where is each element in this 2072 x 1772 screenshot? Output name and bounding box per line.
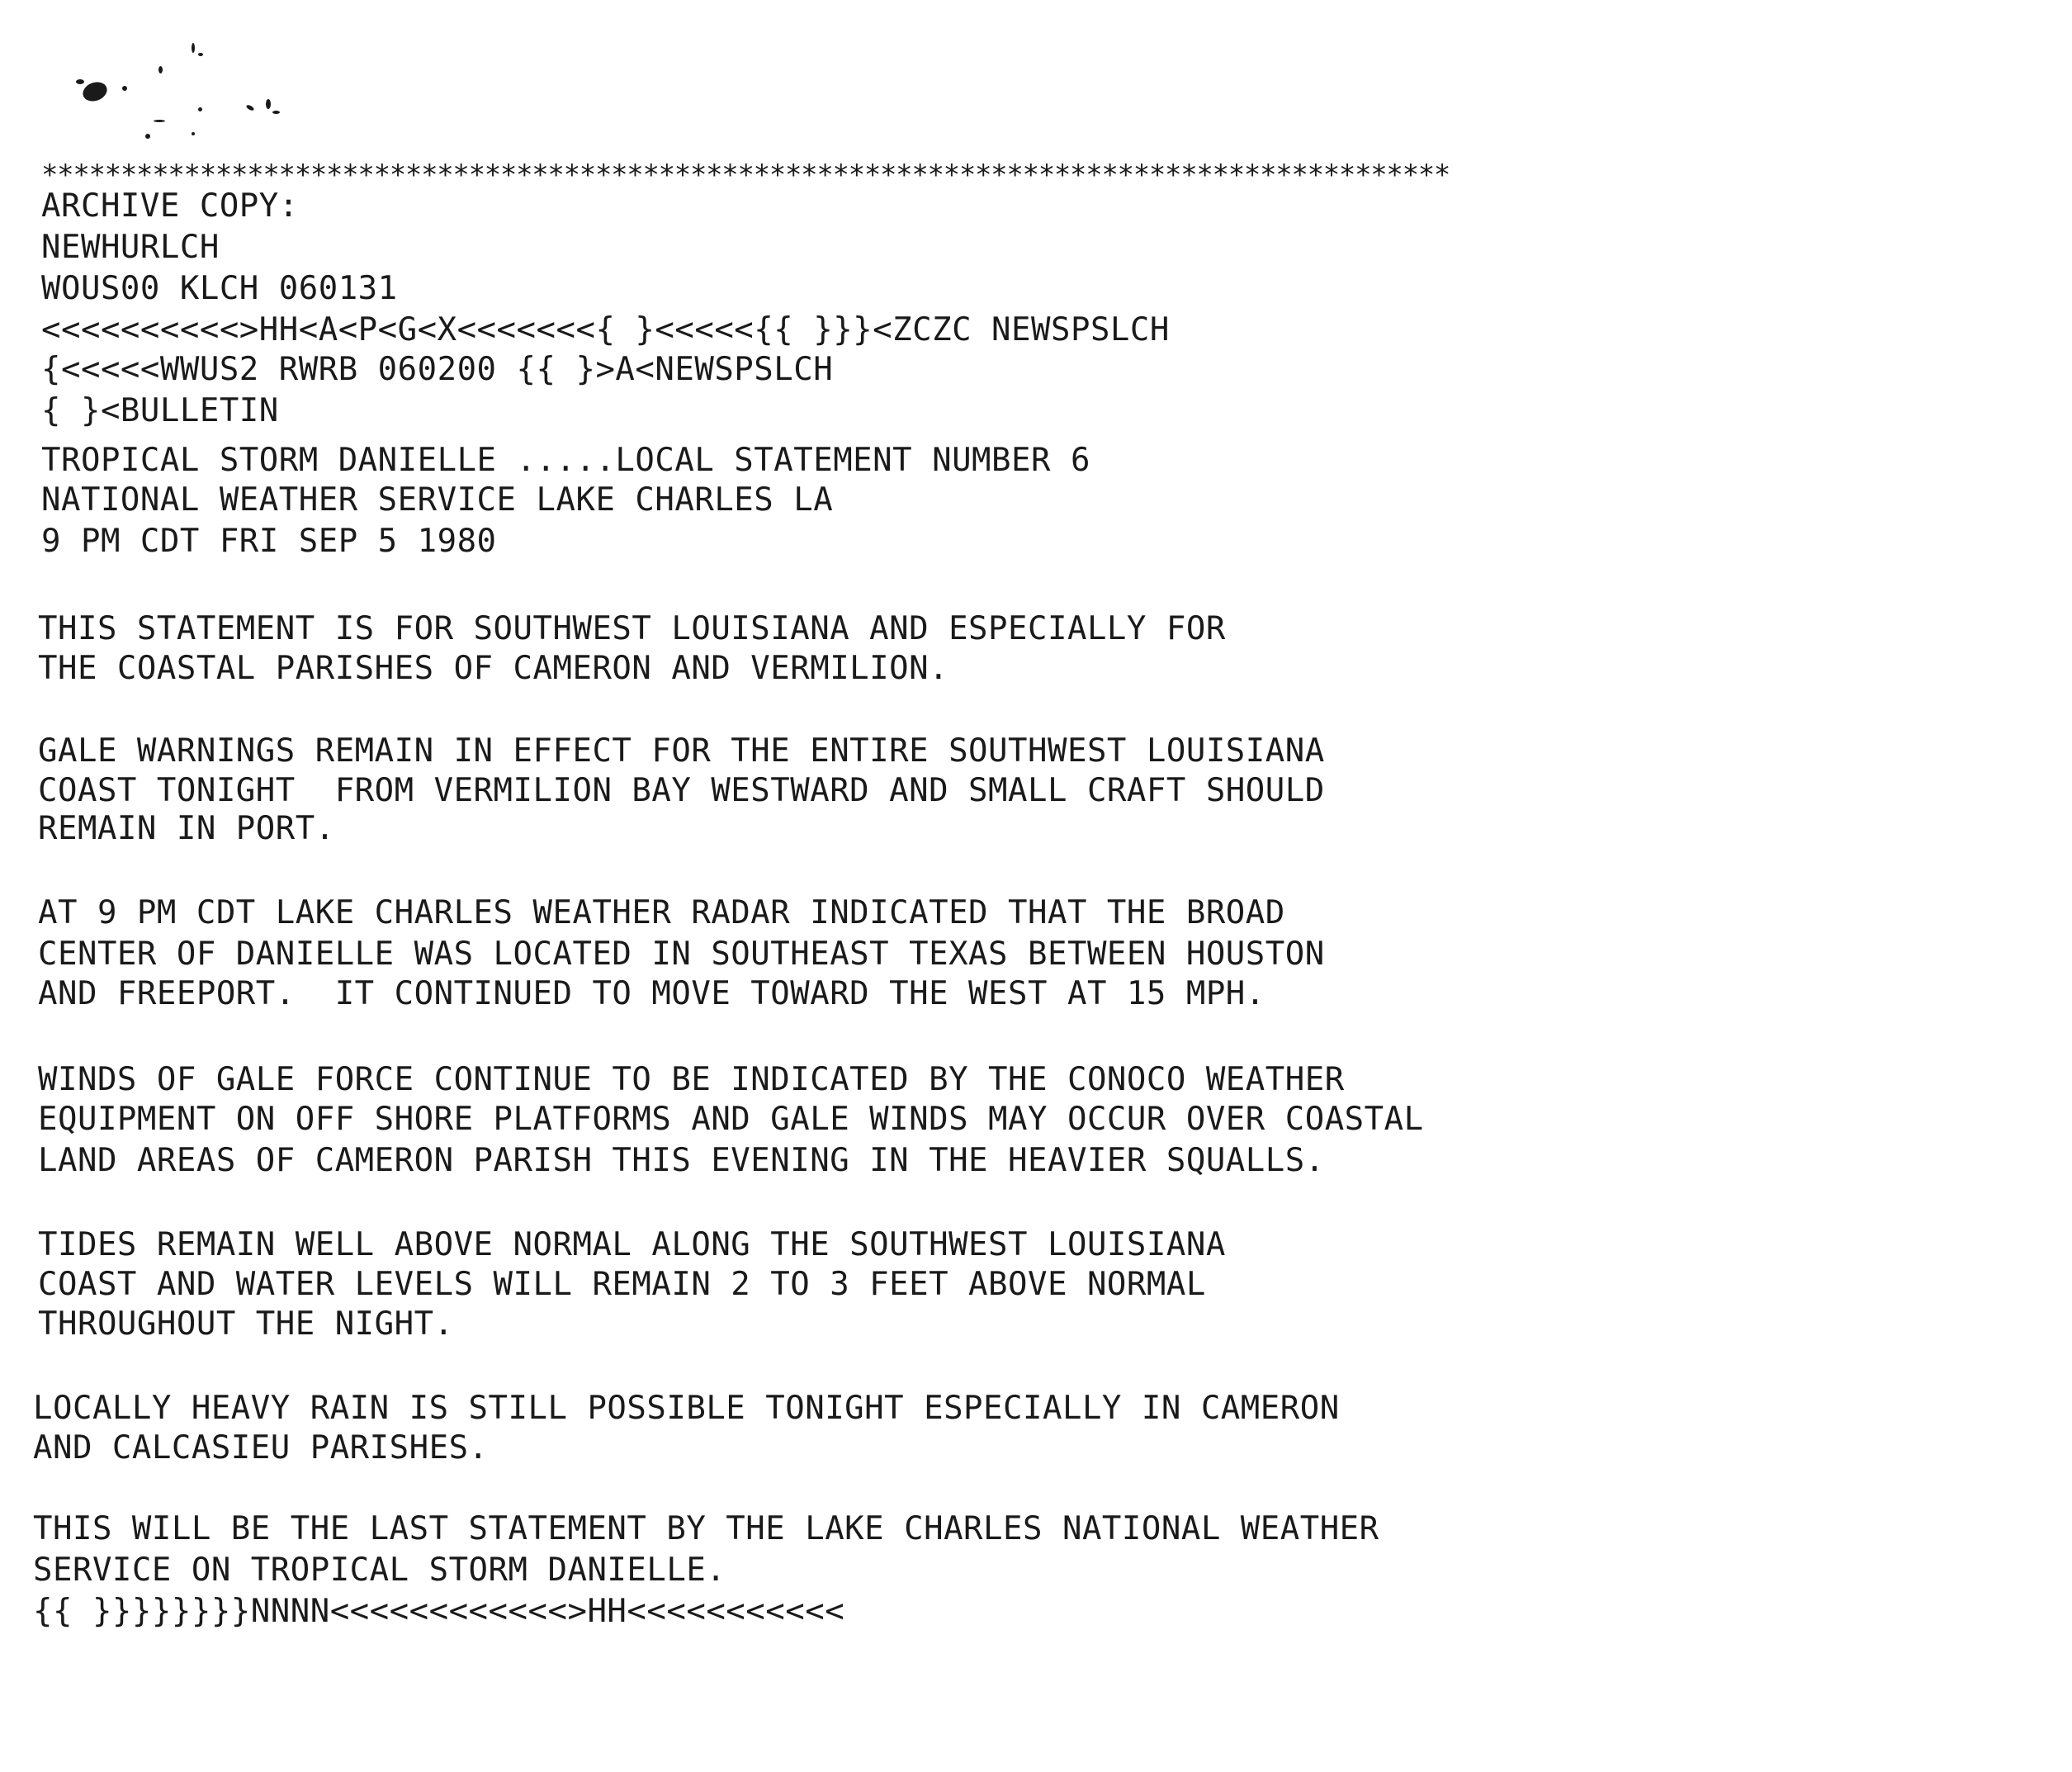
paragraph-line: THE COASTAL PARISHES OF CAMERON AND VERMILION. xyxy=(38,650,949,687)
paragraph-line: THIS WILL BE THE LAST STATEMENT BY THE LAKE CHARLES NATIONAL WEATHER xyxy=(33,1510,1379,1547)
paragraph-line: THIS STATEMENT IS FOR SOUTHWEST LOUISIANA AND ESPECIALLY FOR xyxy=(38,610,1226,647)
paragraph-line: WINDS OF GALE FORCE CONTINUE TO BE INDICATED BY THE CONOCO WEATHER xyxy=(38,1061,1345,1098)
paragraph-line: TIDES REMAIN WELL ABOVE NORMAL ALONG THE SOUTHWEST LOUISIANA xyxy=(38,1226,1226,1263)
paragraph-line: AT 9 PM CDT LAKE CHARLES WEATHER RADAR INDICATED THAT THE BROAD xyxy=(38,894,1285,931)
header-line: NEWHURLCH xyxy=(41,229,220,266)
paragraph-line: AND FREEPORT. IT CONTINUED TO MOVE TOWARD THE WEST AT 15 MPH. xyxy=(38,975,1265,1012)
header-line: ARCHIVE COPY: xyxy=(41,187,299,225)
header-line: {<<<<<WWUS2 RWRB 060200 {{ }>A<NEWSPSLCH xyxy=(41,351,834,388)
paragraph-line: THROUGHOUT THE NIGHT. xyxy=(38,1305,454,1343)
header-line: WOUS00 KLCH 060131 xyxy=(41,270,398,307)
paragraph-line: LOCALLY HEAVY RAIN IS STILL POSSIBLE TONIGHT ESPECIALLY IN CAMERON xyxy=(33,1390,1340,1427)
header-line: <<<<<<<<<<>HH<A<P<G<X<<<<<<<{ }<<<<<{{ }}}<ZCZC NEWSPSLCH xyxy=(41,311,1170,348)
paragraph-line: EQUIPMENT ON OFF SHORE PLATFORMS AND GALE WINDS MAY OCCUR OVER COASTAL xyxy=(38,1101,1424,1138)
header-line: 9 PM CDT FRI SEP 5 1980 xyxy=(41,523,497,560)
paragraph-line: REMAIN IN PORT. xyxy=(38,810,335,847)
paragraph-line: AND CALCASIEU PARISHES. xyxy=(33,1429,489,1466)
asterisk-separator: ***************************************************************************************** xyxy=(41,159,1450,192)
paragraph-line: GALE WARNINGS REMAIN IN EFFECT FOR THE ENTIRE SOUTHWEST LOUISIANA xyxy=(38,732,1325,770)
header-line: NATIONAL WEATHER SERVICE LAKE CHARLES LA xyxy=(41,481,834,519)
header-line: TROPICAL STORM DANIELLE .....LOCAL STATEMENT NUMBER 6 xyxy=(41,442,1090,479)
paragraph-line: LAND AREAS OF CAMERON PARISH THIS EVENING IN THE HEAVIER SQUALLS. xyxy=(38,1142,1325,1179)
paragraph-line: SERVICE ON TROPICAL STORM DANIELLE. xyxy=(33,1552,726,1589)
header-line: { }<BULLETIN xyxy=(41,392,279,429)
paragraph-line: CENTER OF DANIELLE WAS LOCATED IN SOUTHEAST TEXAS BETWEEN HOUSTON xyxy=(38,936,1325,973)
trailer-line: {{ }}}}}}}}NNNN<<<<<<<<<<<<>HH<<<<<<<<<<< xyxy=(33,1593,845,1630)
paragraph-line: COAST TONIGHT FROM VERMILION BAY WESTWARD AND SMALL CRAFT SHOULD xyxy=(38,772,1325,809)
paragraph-line: COAST AND WATER LEVELS WILL REMAIN 2 TO 3 FEET ABOVE NORMAL xyxy=(38,1266,1206,1303)
